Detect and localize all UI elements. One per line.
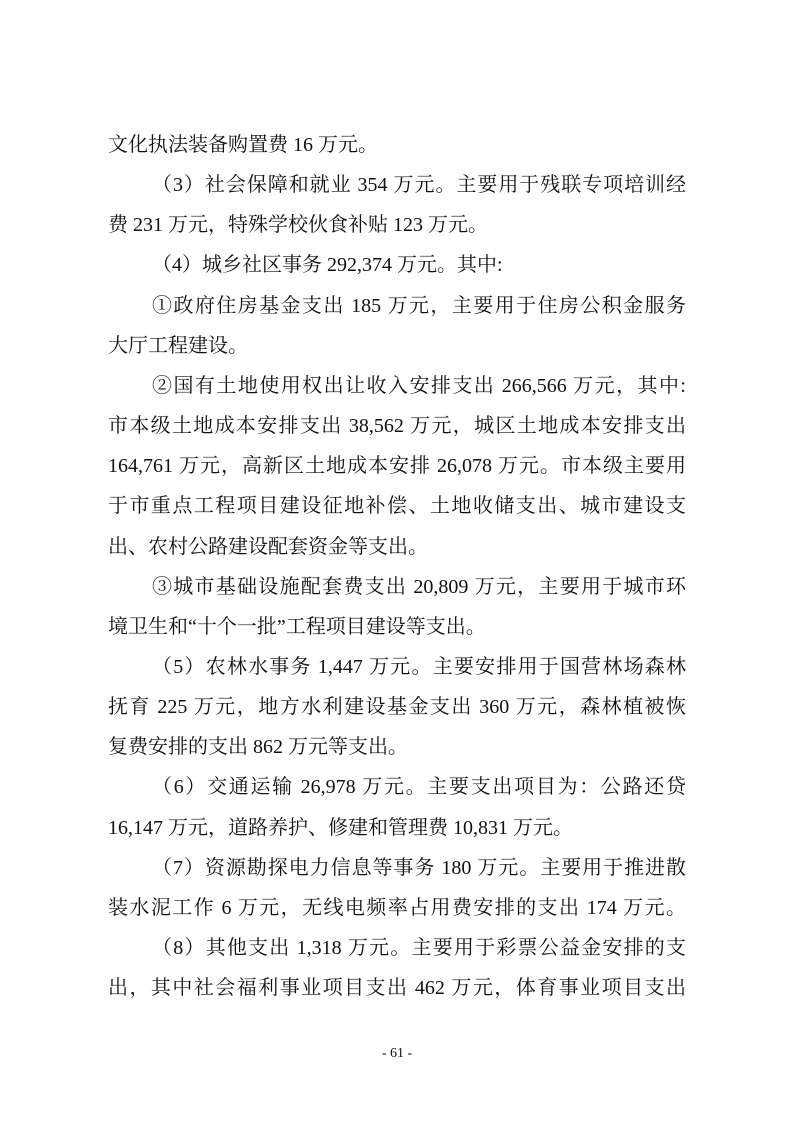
paragraph-heading-social-security: （3）社会保障和就业 354 万元。主要用于残联专项培训经 (152, 174, 686, 196)
text-line: 于市重点工程项目建设征地补偿、土地收储支出、城市建设支 (108, 495, 686, 517)
text-line: 复费安排的支出 862 万元等支出。 (108, 736, 408, 758)
paragraph-heading-urban-rural: （4）城乡社区事务 292,374 万元。其中: (152, 254, 503, 276)
text-line: 164,761 万元，高新区土地成本安排 26,078 万元。市本级主要用 (108, 455, 686, 477)
text-line: 境卫生和“十个一批”工程项目建设等支出。 (108, 616, 486, 638)
text-line: 大厅工程建设。 (108, 335, 248, 357)
text-line: 费 231 万元，特殊学校伙食补贴 123 万元。 (108, 214, 488, 236)
list-item-land-use: ②国有土地使用权出让收入安排支出 266,566 万元，其中: (152, 375, 686, 397)
page-number: - 61 - (381, 1046, 413, 1061)
paragraph-heading-transport: （6）交通运输 26,978 万元。主要支出项目为：公路还贷 (152, 776, 686, 798)
text-line: 市本级土地成本安排支出 38,562 万元，城区土地成本安排支出 (108, 415, 686, 437)
paragraph-heading-agriculture: （5）农林水事务 1,447 万元。主要安排用于国营林场森林 (152, 656, 686, 678)
text-line: 抚育 225 万元，地方水利建设基金支出 360 万元，森林植被恢 (108, 696, 686, 718)
text-line: 出，其中社会福利事业项目支出 462 万元，体育事业项目支出 (108, 977, 686, 999)
list-item-housing-fund: ①政府住房基金支出 185 万元，主要用于住房公积金服务 (152, 295, 686, 317)
list-item-infrastructure-fee: ③城市基础设施配套费支出 20,809 万元，主要用于城市环 (152, 576, 686, 598)
paragraph-heading-other: （8）其他支出 1,318 万元。主要用于彩票公益金安排的支 (152, 937, 686, 959)
text-line: 16,147 万元，道路养护、修建和管理费 10,831 万元。 (108, 817, 573, 839)
text-line: 装水泥工作 6 万元，无线电频率占用费安排的支出 174 万元。 (108, 897, 686, 919)
paragraph-heading-resources: （7）资源勘探电力信息等事务 180 万元。主要用于推进散 (152, 857, 686, 879)
text-line: 文化执法装备购置费 16 万元。 (108, 134, 378, 156)
text-line: 出、农村公路建设配套资金等支出。 (108, 536, 428, 558)
